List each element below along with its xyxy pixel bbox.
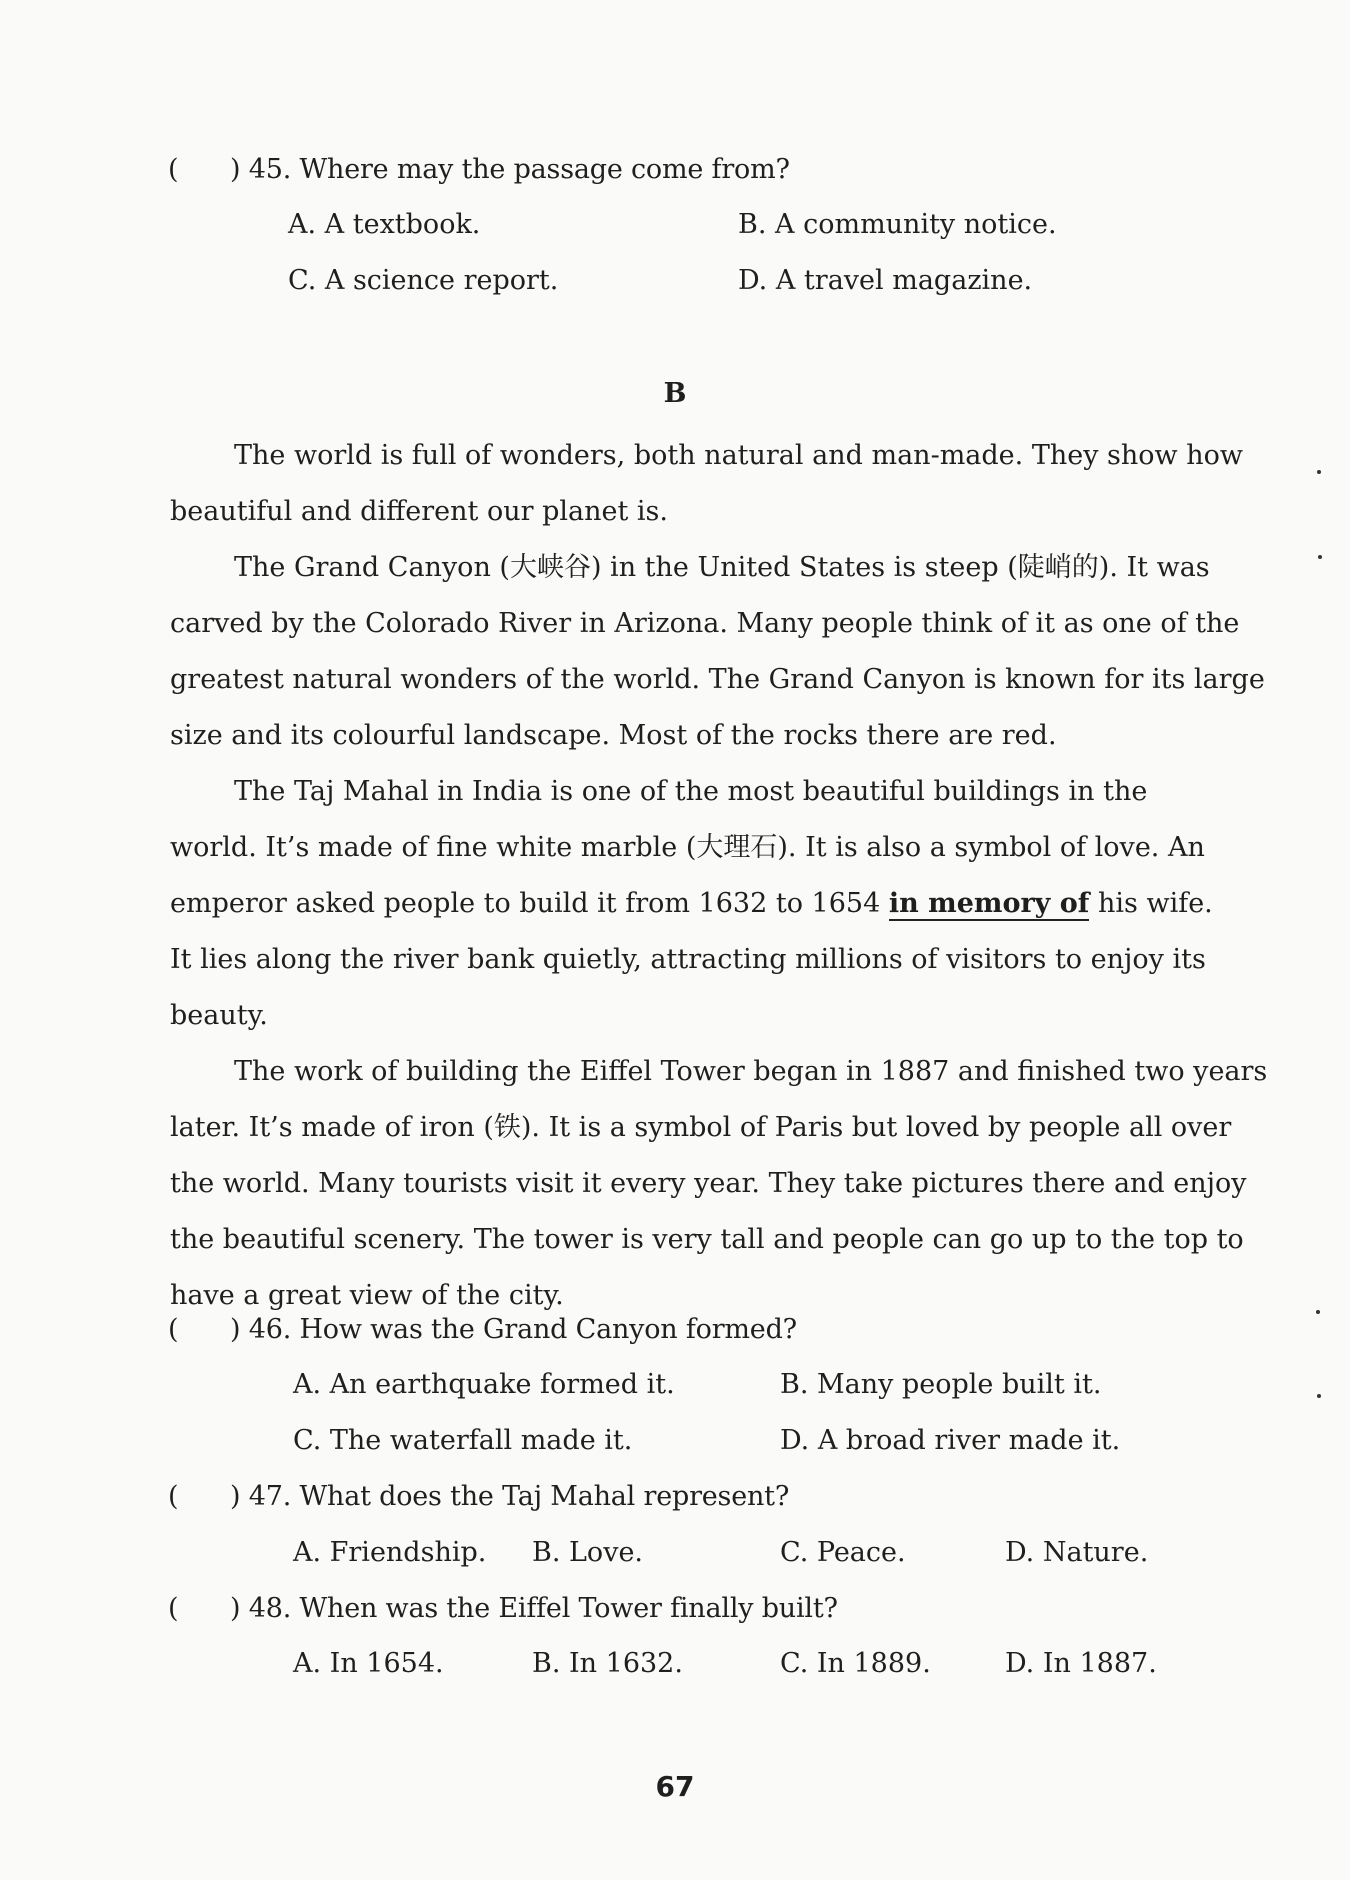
passage-line: The work of building the Eiffel Tower began in 1887 and finished two years — [234, 1056, 1268, 1087]
scan-speck — [1317, 470, 1321, 474]
answer-blank[interactable]: ( — [168, 1593, 179, 1624]
passage-line: world. It’s made of fine white marble (大理石). It is also a symbol of love. An — [170, 832, 1205, 863]
passage-line: beauty. — [170, 1000, 268, 1031]
question-46: ( ) 46. How was the Grand Canyon formed? — [168, 1312, 797, 1348]
passage — [170, 428, 1268, 1324]
question-45: ( ) 45. Where may the passage come from? — [168, 152, 790, 188]
answer-blank[interactable]: ( — [168, 1314, 179, 1345]
highlighted-phrase: in memory of — [888, 888, 1090, 919]
question-47: ( ) 47. What does the Taj Mahal represent? — [168, 1479, 789, 1515]
passage-line: The Grand Canyon (大峡谷) in the United States is steep (陡峭的). It was — [234, 552, 1210, 583]
option-b: B. A community notice. — [738, 209, 1057, 240]
passage-line: carved by the Colorado River in Arizona. Many people think of it as one of the — [170, 608, 1240, 639]
option-b: B. In 1632. — [532, 1648, 683, 1679]
option-b: B. Many people built it. — [780, 1369, 1102, 1400]
option-c: C. In 1889. — [780, 1648, 931, 1679]
answer-blank[interactable]: ( — [168, 154, 179, 185]
question-stem: 45. Where may the passage come from? — [248, 154, 790, 185]
passage-line: The world is full of wonders, both natural and man-made. They show how — [234, 440, 1243, 471]
section-heading: B — [663, 378, 687, 409]
option-a: A. A textbook. — [288, 209, 481, 240]
question-48: ( ) 48. When was the Eiffel Tower finally built? — [168, 1591, 838, 1627]
passage-line: later. It’s made of iron (铁). It is a symbol of Paris but loved by people all over — [170, 1112, 1232, 1143]
passage-line: size and its colourful landscape. Most of the rocks there are red. — [170, 720, 1057, 751]
page-number: 67 — [655, 1770, 695, 1803]
option-c: C. A science report. — [288, 265, 559, 296]
option-c: C. Peace. — [780, 1537, 906, 1568]
passage-line: have a great view of the city. — [170, 1280, 564, 1311]
option-d: D. In 1887. — [1005, 1648, 1157, 1679]
passage-line: emperor asked people to build it from 1632 to 1654 in memory of his wife. — [170, 888, 1213, 919]
option-b: B. Love. — [532, 1537, 644, 1568]
passage-line: the beautiful scenery. The tower is very tall and people can go up to the top to — [170, 1224, 1244, 1255]
scan-speck — [1318, 555, 1322, 559]
option-a: A. An earthquake formed it. — [293, 1369, 675, 1400]
passage-line: The Taj Mahal in India is one of the most beautiful buildings in the — [234, 776, 1148, 807]
question-stem: 47. What does the Taj Mahal represent? — [248, 1481, 790, 1512]
scan-speck — [1316, 1310, 1320, 1314]
option-d: D. A travel magazine. — [738, 265, 1033, 296]
answer-blank[interactable]: ( — [168, 1481, 179, 1512]
option-c: C. The waterfall made it. — [293, 1425, 633, 1456]
passage-line: the world. Many tourists visit it every year. They take pictures there and enjoy — [170, 1168, 1247, 1199]
passage-line: It lies along the river bank quietly, attracting millions of visitors to enjoy its — [170, 944, 1206, 975]
option-d: D. A broad river made it. — [780, 1425, 1121, 1456]
scan-speck — [1317, 1394, 1321, 1398]
option-d: D. Nature. — [1005, 1537, 1149, 1568]
option-a: A. In 1654. — [293, 1648, 444, 1679]
question-stem: 46. How was the Grand Canyon formed? — [248, 1314, 797, 1345]
question-stem: 48. When was the Eiffel Tower finally built? — [248, 1593, 838, 1624]
option-a: A. Friendship. — [293, 1537, 487, 1568]
passage-line: beautiful and different our planet is. — [170, 496, 668, 527]
passage-line: greatest natural wonders of the world. The Grand Canyon is known for its large — [170, 664, 1265, 695]
